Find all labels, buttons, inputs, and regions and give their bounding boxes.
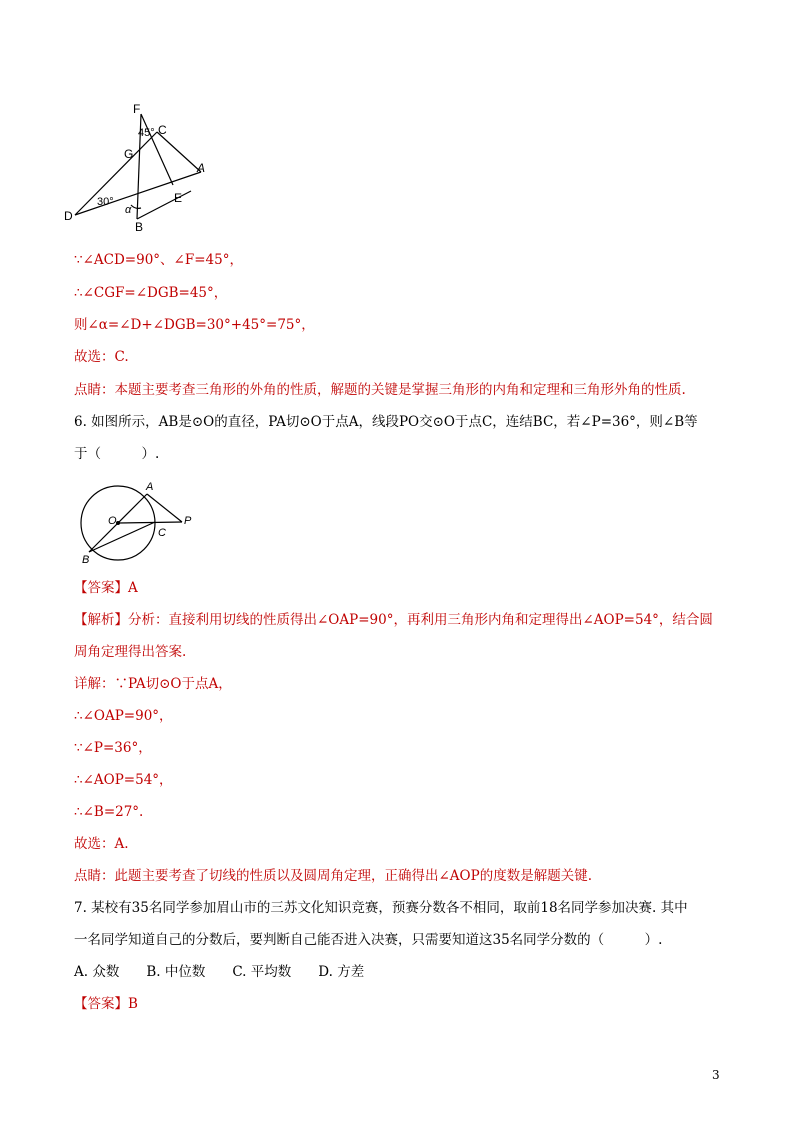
q7-options: A. 众数 B. 中位数 C. 平均数 D. 方差 xyxy=(74,964,365,980)
label-d: D xyxy=(64,209,73,223)
segment-c-a xyxy=(157,132,201,172)
q6-detail-line-5: ∴∠B=27°. xyxy=(74,804,144,820)
label-f: F xyxy=(133,102,141,116)
angle-alpha-arc xyxy=(131,205,141,208)
q6-detail-line-3: ∵∠P=36°， xyxy=(74,740,152,756)
q6-analysis-line-1: 【解析】分析：直接利用切线的性质得出∠OAP=90°，再利用三角形内角和定理得出∠AOP=54°，结合圆 xyxy=(74,612,713,628)
label-b: B xyxy=(82,554,90,566)
q5-solution-line-4: 故选：C. xyxy=(74,349,129,365)
label-o: O xyxy=(108,515,117,527)
q6-analysis-line-2: 周角定理得出答案. xyxy=(74,644,187,660)
center-point xyxy=(116,521,120,525)
figure-circle-tangent xyxy=(74,478,204,568)
label-c: C xyxy=(158,123,167,137)
label-30: 30° xyxy=(97,196,114,208)
q5-solution-line-1: ∵∠ACD=90°、∠F=45°， xyxy=(74,252,243,268)
label-g: G xyxy=(124,147,134,161)
figure-triangles xyxy=(62,98,222,238)
label-c: C xyxy=(158,527,166,539)
label-b: B xyxy=(135,220,144,234)
page-number: 3 xyxy=(712,1068,720,1082)
q5-remark: 点睛：本题主要考查三角形的外角的性质，解题的关键是掌握三角形的内角和定理和三角形外角的性质. xyxy=(74,382,686,398)
label-a: A xyxy=(146,481,154,493)
q6-detail-line-4: ∴∠AOP=54°， xyxy=(74,772,173,788)
label-alpha: α xyxy=(125,204,132,216)
q6-stem-line-2: 于（ ）. xyxy=(74,446,160,462)
q6-answer: 【答案】A xyxy=(74,580,138,596)
q7-stem-line-2: 一名同学知道自己的分数后，要判断自己能否进入决赛，只需要知道这35名同学分数的（ ）. xyxy=(74,932,663,948)
label-p: P xyxy=(184,515,192,527)
q6-detail-line-1: 详解：∵PA切⊙O于点A， xyxy=(74,676,232,692)
q7-answer: 【答案】B xyxy=(74,996,138,1012)
label-a: A xyxy=(197,161,206,175)
q6-stem-line-1: 6. 如图所示，AB是⊙O的直径，PA切⊙O于点A，线段PO交⊙O于点C，连结BC，若∠P=36°，则∠B等 xyxy=(74,414,698,430)
segment-o-p xyxy=(118,522,182,523)
q5-solution-line-3: 则∠α=∠D+∠DGB=30°+45°=75°， xyxy=(74,317,315,333)
segment-d-c xyxy=(75,132,157,215)
label-45: 45° xyxy=(138,127,155,139)
label-e: E xyxy=(174,191,183,205)
q7-stem-line-1: 7. 某校有35名同学参加眉山市的三苏文化知识竞赛，预赛分数各不相同，取前18名同学参加决赛. 其中 xyxy=(74,900,688,916)
q6-detail-line-2: ∴∠OAP=90°， xyxy=(74,708,173,724)
q6-detail-line-6: 故选：A. xyxy=(74,836,129,852)
q6-remark: 点睛：此题主要考查了切线的性质以及圆周角定理，正确得出∠AOP的度数是解题关键. xyxy=(74,868,593,884)
segment-b-e xyxy=(137,191,191,219)
q5-solution-line-2: ∴∠CGF=∠DGB=45°， xyxy=(74,285,228,301)
segment-f-e xyxy=(141,114,173,185)
